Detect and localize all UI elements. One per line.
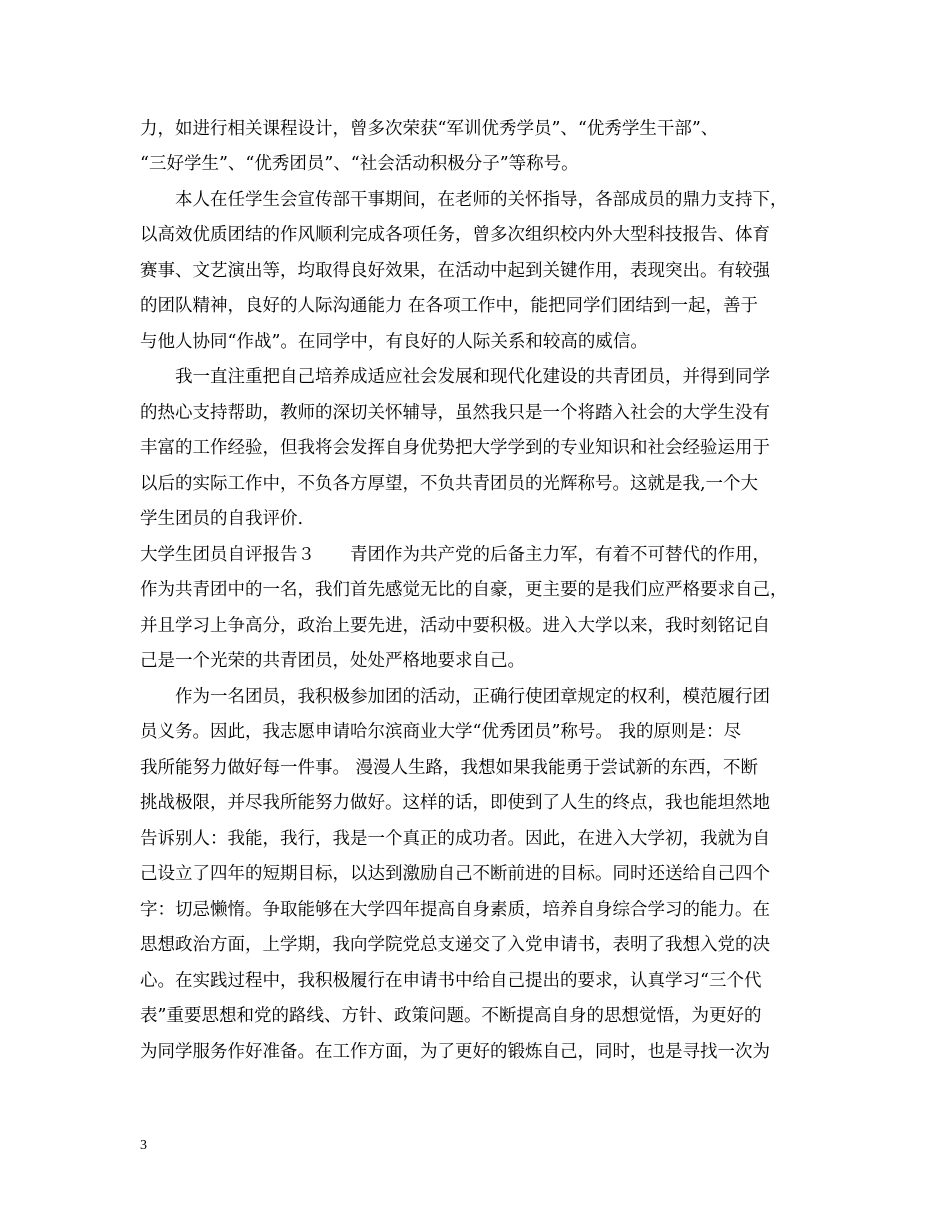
text-line: 的热心支持帮助，教师的深切关怀辅导，虽然我只是一个将踏入社会的大学生没有	[140, 403, 770, 423]
text-line: 作为一名团员，我积极参加团的活动，正确行使团章规定的权利，模范履行团	[140, 687, 770, 707]
text-line: 以后的实际工作中，不负各方厚望，不负共青团员的光辉称号。这就是我,一个大	[140, 474, 759, 494]
page-number: 3	[140, 1138, 147, 1153]
text-line: 字：切忌懒惰。争取能够在大学四年提高自身素质，培养自身综合学习的能力。在	[140, 900, 770, 920]
text-line: 赛事、文艺演出等，均取得良好效果，在活动中起到关键作用，表现突出。有较强	[140, 261, 770, 281]
text-line: 表”重要思想和党的路线、方针、政策问题。不断提高自身的思想觉悟，为更好的	[140, 1006, 762, 1026]
text-line: 与他人协同“作战”。在同学中，有良好的人际关系和较高的威信。	[140, 332, 648, 352]
text-line: “三好学生”、“优秀团员”、“社会活动积极分子”等称号。	[140, 154, 579, 174]
text-line: 己设立了四年的短期目标，以达到激励自己不断前进的目标。同时还送给自己四个	[140, 864, 770, 884]
text-line: 己是一个光荣的共青团员，处处严格地要求自己。	[140, 651, 525, 671]
text-line: 力，如进行相关课程设计，曾多次荣获“军训优秀学员”、“优秀学生干部”、	[140, 119, 719, 139]
text-line: 以高效优质团结的作风顺利完成各项任务，曾多次组织校内外大型科技报告、体育	[140, 225, 770, 245]
text-line: 挑战极限，并尽我所能努力做好。这样的话，即使到了人生的终点，我也能坦然地	[140, 793, 770, 813]
text-line: 我所能努力做好每一件事。 漫漫人生路，我想如果我能勇于尝试新的东西，不断	[140, 758, 759, 778]
text-line: 学生团员的自我评价.	[140, 509, 304, 529]
text-line: 思想政治方面，上学期，我向学院党总支递交了入党申请书，表明了我想入党的决	[140, 935, 770, 955]
text-line: 员义务。因此，我志愿申请哈尔滨商业大学“优秀团员”称号。 我的原则是：尽	[140, 722, 741, 742]
text-line: 心。在实践过程中，我积极履行在申请书中给自己提出的要求，认真学习“三个代	[140, 971, 762, 991]
text-line: 并且学习上争高分，政治上要先进，活动中要积极。进入大学以来，我时刻铭记自	[140, 616, 770, 636]
text-line: 我一直注重把自己培养成适应社会发展和现代化建设的共青团员，并得到同学	[140, 367, 770, 387]
text-line: 告诉别人：我能，我行，我是一个真正的成功者。因此，在进入大学初，我就为自	[140, 829, 770, 849]
text-line: 的团队精神，良好的人际沟通能力 在各项工作中，能把同学们团结到一起，善于	[140, 296, 759, 316]
text-line: 作为共青团中的一名，我们首先感觉无比的自豪，更主要的是我们应严格要求自己，	[140, 580, 788, 600]
text-line: 本人在任学生会宣传部干事期间，在老师的关怀指导，各部成员的鼎力支持下，	[140, 190, 788, 210]
text-line: 大学生团员自评报告３ 青团作为共产党的后备主力军，有着不可替代的作用，	[140, 545, 770, 565]
text-line: 为同学服务作好准备。在工作方面，为了更好的锻炼自己，同时，也是寻找一次为	[140, 1042, 770, 1062]
text-line: 丰富的工作经验，但我将会发挥自身优势把大学学到的专业知识和社会经验运用于	[140, 438, 770, 458]
